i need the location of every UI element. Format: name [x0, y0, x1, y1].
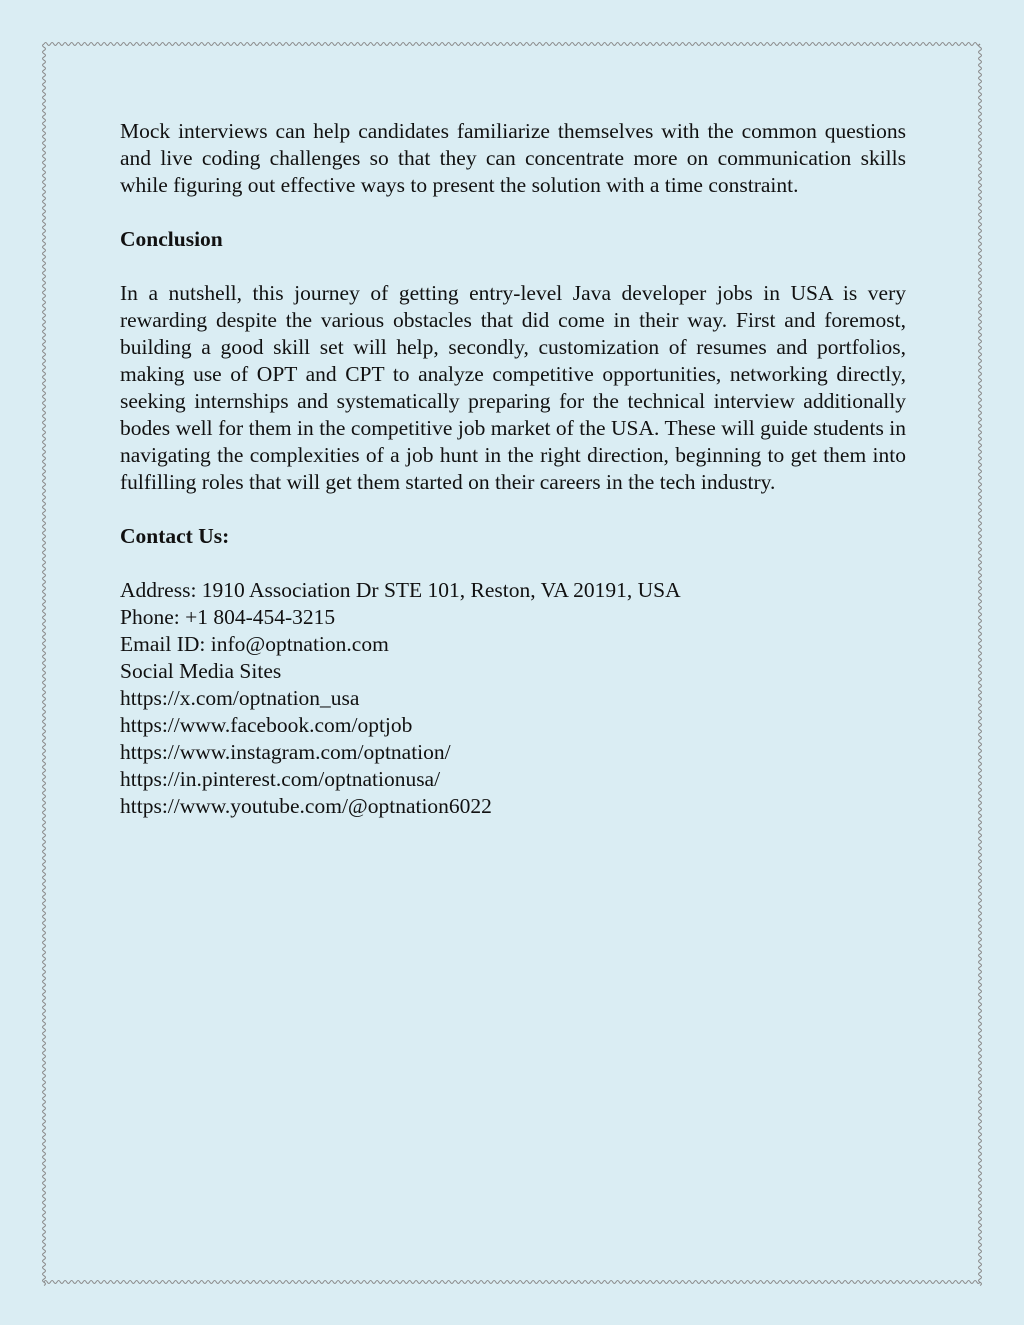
conclusion-paragraph: In a nutshell, this journey of getting entry-level Java developer jobs in USA is very rewarding despite the various obstacles that did come in their way. First and foremost, building a good skill set will help, secondly, customization of resumes and portfolios, making use of OPT and CPT to analyze competitive opportunities, networking directly, seeking internships and systematically preparing for the technical interview additionally bodes well for them in the competitive job market of the USA. These will guide students in navigating the complexities of a job hunt in the right direction, beginning to get them into fulfilling roles that will get them started on their careers in the tech industry. — [120, 281, 906, 494]
border-stitch-line — [43, 44, 46, 1286]
contact-phone: Phone: +1 804-454-3215 — [120, 605, 336, 629]
contact-email: Email ID: info@optnation.com — [120, 632, 389, 656]
social-link-facebook[interactable]: https://www.facebook.com/optjob — [120, 713, 413, 737]
contact-heading: Contact Us: — [120, 524, 230, 548]
social-link-x[interactable]: https://x.com/optnation_usa — [120, 686, 360, 710]
contact-block — [120, 577, 906, 820]
border-stitch-line — [44, 43, 980, 46]
border-stitch-line — [979, 44, 982, 1286]
social-media-label: Social Media Sites — [120, 659, 282, 683]
social-link-pinterest[interactable]: https://in.pinterest.com/optnationusa/ — [120, 767, 441, 791]
border-stitch-line — [44, 1281, 980, 1284]
document-body — [120, 118, 906, 820]
social-link-instagram[interactable]: https://www.instagram.com/optnation/ — [120, 740, 451, 764]
contact-address: Address: 1910 Association Dr STE 101, Reston, VA 20191, USA — [120, 578, 681, 602]
conclusion-heading: Conclusion — [120, 227, 223, 251]
social-link-youtube[interactable]: https://www.youtube.com/@optnation6022 — [120, 794, 492, 818]
intro-paragraph: Mock interviews can help candidates familiarize themselves with the common questions and live coding challenges so that they can concentrate more on communication skills while figuring out effective ways to present the solution with a time constraint. — [120, 119, 906, 197]
